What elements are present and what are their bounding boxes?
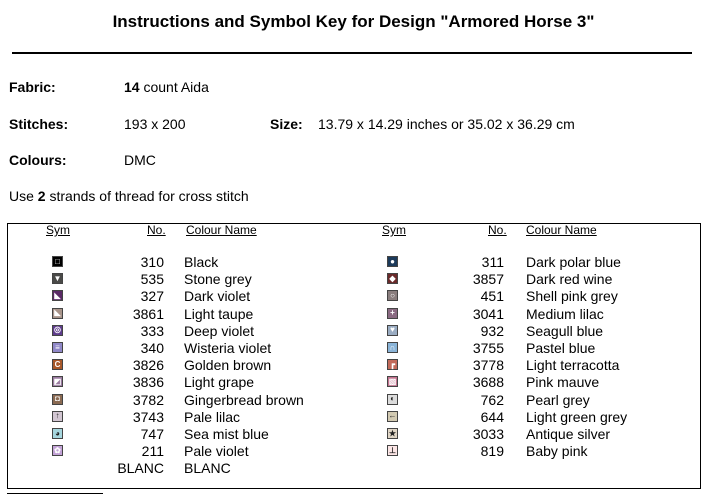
symbol-swatch-icon: ◕ [52, 428, 63, 439]
symbol-swatch-icon: ◎ [52, 325, 63, 336]
dmc-number: 762 [480, 391, 504, 408]
fabric-value [124, 79, 209, 95]
colour-name: Gingerbread brown [184, 391, 304, 408]
dmc-number: 3826 [132, 357, 164, 374]
colour-name: Baby pink [526, 443, 588, 460]
symbol-swatch-icon: ◣ [52, 308, 63, 319]
dmc-number: 3743 [132, 408, 164, 425]
title-divider [12, 52, 692, 54]
key-row-right [0, 409, 707, 426]
symbol-swatch-icon: ♥ [387, 325, 398, 336]
dmc-number: 211 [141, 443, 164, 460]
dmc-number: 311 [481, 254, 504, 270]
dmc-number: BLANC [117, 460, 164, 477]
colour-name: Pale violet [184, 443, 249, 460]
size-value: 13.79 x 14.29 inches or 35.02 x 36.29 cm [318, 116, 575, 132]
colour-name: BLANC [184, 460, 231, 477]
colour-name: Pastel blue [526, 340, 596, 356]
strands-suffix: strands of thread for cross stitch [49, 188, 249, 204]
dmc-number: 3755 [472, 340, 504, 356]
dmc-number: 3033 [472, 426, 504, 442]
symbol-swatch-icon: ◆ [387, 273, 398, 284]
colour-name: Pink mauve [526, 374, 600, 391]
colour-name: Antique silver [526, 426, 611, 442]
key-row-right [0, 254, 707, 271]
dmc-number: 3778 [472, 357, 504, 374]
symbol-swatch-icon: ← [388, 411, 397, 421]
fabric-label: Fabric: [9, 79, 56, 95]
symbol-swatch-icon: ◩ [53, 376, 62, 386]
symbol-swatch-icon: ★ [388, 428, 397, 438]
symbol-swatch-icon: ▧ [388, 376, 397, 386]
dmc-number: 535 [140, 271, 164, 288]
key-row-right [0, 271, 707, 288]
dmc-number: 644 [480, 408, 504, 425]
dmc-number: 327 [140, 288, 164, 305]
key-row-right [0, 323, 707, 340]
size-label: Size: [270, 116, 303, 132]
fabric-count: 14 [124, 79, 140, 95]
strands-instruction [9, 188, 249, 204]
key-row-right [0, 443, 707, 460]
colour-name: Shell pink grey [526, 288, 618, 305]
dmc-number: 3688 [472, 374, 504, 391]
colour-name: Light green grey [526, 408, 628, 425]
key-row-right [0, 306, 707, 323]
dmc-number: 3857 [472, 271, 504, 288]
dmc-number: 451 [480, 288, 504, 305]
key-row-right [0, 288, 707, 305]
page-title: Instructions and Symbol Key for Design "Armored Horse 3" [112, 12, 595, 31]
symbol-swatch-icon: ● [387, 256, 398, 267]
key-row-right [0, 392, 707, 409]
symbol-swatch-icon: C [52, 359, 63, 370]
symbol-swatch-icon: ┏ [387, 359, 398, 370]
symbol-swatch-icon: + [387, 308, 398, 319]
symbol-swatch-icon: ◐ [387, 394, 398, 405]
colour-name: Medium lilac [526, 305, 604, 322]
symbol-swatch-icon: ↑ [52, 411, 63, 422]
strands-prefix: Use [9, 188, 34, 204]
strands-count: 2 [37, 188, 46, 204]
dmc-number: 340 [140, 340, 164, 356]
colour-name: Stone grey [184, 271, 252, 288]
dmc-number: 747 [140, 426, 164, 442]
dmc-number: 819 [480, 443, 504, 460]
symbol-swatch-icon: ▼ [53, 273, 62, 283]
stitches-value: 193 x 200 [124, 116, 186, 132]
symbol-swatch-icon: ○ [387, 290, 398, 301]
fabric-type: count Aida [143, 79, 209, 95]
symbol-swatch-icon: □ [52, 256, 63, 267]
colour-name: Pearl grey [526, 391, 590, 408]
stitches-label: Stitches: [9, 116, 69, 132]
dmc-number: 333 [140, 322, 164, 339]
symbol-swatch-icon: ✿ [52, 445, 63, 456]
header-name-left: Colour Name [186, 223, 257, 237]
colours-value: DMC [124, 152, 156, 168]
colour-name: Golden brown [184, 357, 272, 374]
header-no-left: No. [147, 223, 166, 237]
colour-name: Light terracotta [526, 357, 620, 374]
colour-name: Dark red wine [526, 271, 613, 288]
colour-name: Sea mist blue [184, 426, 269, 442]
key-row-right [0, 357, 707, 374]
colour-name: Seagull blue [526, 322, 604, 339]
colour-name: Light taupe [184, 305, 254, 322]
symbol-swatch-icon: ≡ [52, 342, 63, 353]
header-sym-right: Sym [382, 223, 406, 237]
dmc-number: 3861 [132, 305, 164, 322]
key-row-left [0, 460, 707, 477]
colours-label: Colours: [9, 152, 67, 168]
colour-name: Dark violet [184, 288, 251, 305]
key-row-right [0, 340, 707, 357]
key-row-right [0, 374, 707, 391]
header-sym-left: Sym [46, 223, 70, 237]
symbol-swatch-icon: ◘ [52, 394, 63, 405]
colour-name: Pale lilac [184, 408, 241, 425]
colour-name: Wisteria violet [184, 340, 272, 356]
dmc-number: 932 [480, 322, 504, 339]
header-name-right: Colour Name [526, 223, 597, 237]
header-no-right: No. [488, 223, 507, 237]
dmc-number: 3041 [472, 305, 504, 322]
key-row-right [0, 426, 707, 443]
colour-name: Light grape [184, 374, 255, 391]
symbol-swatch-icon: ⊥ [387, 445, 398, 456]
dmc-number: 3836 [132, 374, 164, 391]
colour-name: Deep violet [184, 322, 255, 339]
dmc-number: 310 [140, 254, 164, 270]
colour-name: Dark polar blue [526, 254, 621, 270]
dmc-number: 3782 [132, 391, 164, 408]
symbol-swatch-icon: ∩ [387, 342, 398, 353]
symbol-swatch-icon: ◣ [52, 290, 63, 301]
colour-name: Black [184, 254, 219, 270]
key-bottom-line [7, 493, 103, 494]
